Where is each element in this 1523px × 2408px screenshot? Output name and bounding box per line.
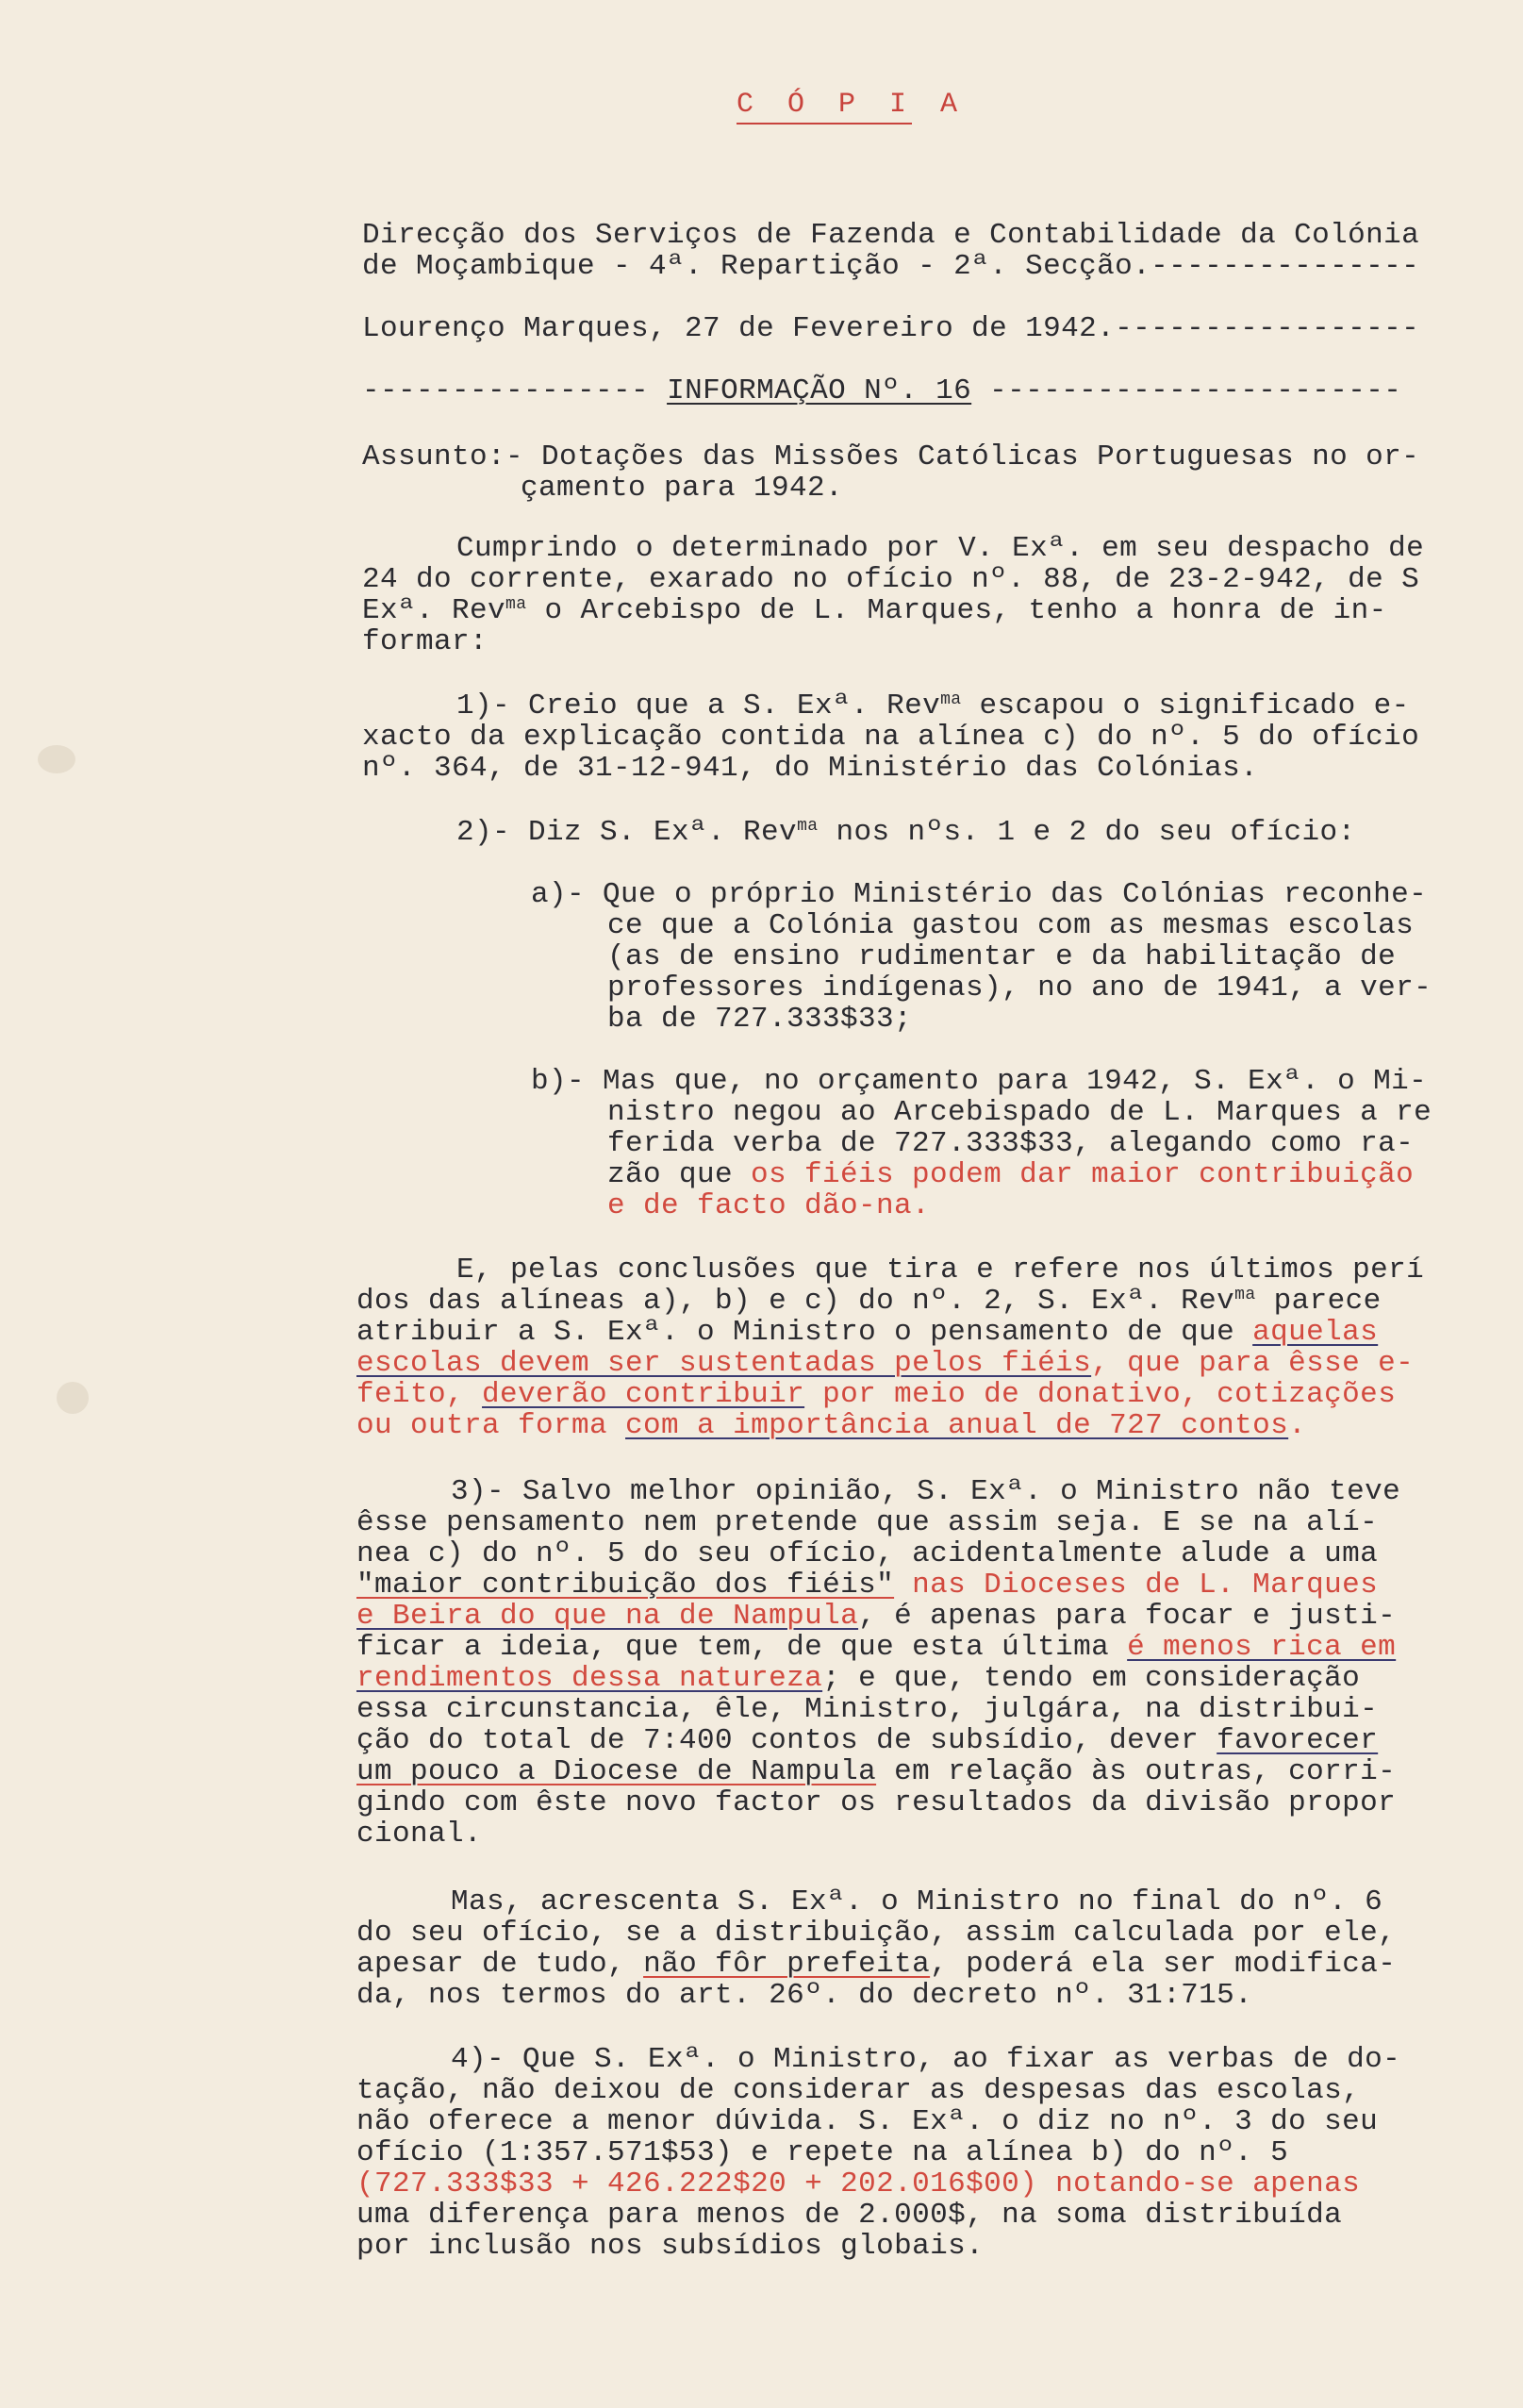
item-line: zão que os fiéis podem dar maior contribuição <box>607 1158 1415 1191</box>
paragraph-line: 4)- Que S. Exª. o Ministro, ao fixar as verbas de do- <box>451 2043 1401 2076</box>
paragraph-line: 3)- Salvo melhor opinião, S. Exª. o Ministro não teve <box>451 1475 1401 1508</box>
paragraph-line: não oferece a menor dúvida. S. Exª. o diz no nº. 3 do seu <box>356 2105 1379 2138</box>
paragraph-line: ou outra forma com a importância anual de 727 contos. <box>356 1409 1307 1442</box>
red-highlight: os fiéis podem dar maior contribuição <box>751 1158 1415 1191</box>
paragraph-line: xacto da explicação contida na alínea c) do nº. 5 do ofício <box>362 721 1420 754</box>
paragraph-line: 1)- Creio que a S. Exª. Rev$^{ma}$ escapou o significado e- <box>456 689 1410 722</box>
item-line: b)- Mas que, no orçamento para 1942, S. Exª. o Mi- <box>531 1065 1428 1098</box>
item-line: nistro negou ao Arcebispado de L. Marques a re <box>607 1096 1432 1129</box>
red-highlight: é menos rica em <box>1127 1631 1397 1664</box>
red-highlight: escolas devem ser sustentadas pelos fiéis <box>356 1347 1092 1380</box>
paragraph-line: cional. <box>356 1818 483 1851</box>
red-highlight: "maior contribuição dos fiéis" <box>356 1569 895 1602</box>
item-line: ce que a Colónia gastou com as mesmas escolas <box>607 909 1415 942</box>
paragraph-line: uma diferença para menos de 2.000$, na soma distribuída <box>356 2199 1343 2232</box>
place-date: Lourenço Marques, 27 de Fevereiro de 1942.----------------- <box>362 312 1420 345</box>
paragraph-line: 2)- Diz S. Exª. Rev$^{ma}$ nos nºs. 1 e 2 do seu ofício: <box>456 816 1356 849</box>
paragraph-line: ficar a ideia, que tem, de que esta última é menos rica em <box>356 1631 1397 1664</box>
paragraph-line: e Beira do que na de Nampula, é apenas para focar e justi- <box>356 1600 1397 1633</box>
paragraph-line: escolas devem ser sustentadas pelos fiéis, que para êsse e- <box>356 1347 1415 1380</box>
paragraph-line: Exª. Rev$^{ma}$ o Arcebispo de L. Marques, tenho a honra de in- <box>362 594 1387 627</box>
paragraph-line: ção do total de 7:400 contos de subsídio, dever favorecer <box>356 1724 1379 1757</box>
red-highlight: com a importância anual de 727 contos <box>625 1409 1289 1442</box>
paragraph-line: Mas, acrescenta S. Exª. o Ministro no final do nº. 6 <box>451 1885 1383 1918</box>
item-line: e de facto dão-na. <box>607 1189 931 1222</box>
item-line: a)- Que o próprio Ministério das Colónias reconhe- <box>531 878 1428 911</box>
item-line: ba de 727.333$33; <box>607 1003 913 1036</box>
info-heading: ---------------- INFORMAÇÃO Nº. 16 ----------------------- <box>362 374 1402 407</box>
paragraph-line: êsse pensamento nem pretende que assim seja. E se na alí- <box>356 1506 1379 1539</box>
paragraph-line: tação, não deixou de considerar as despesas das escolas, <box>356 2074 1361 2107</box>
paragraph-line: um pouco a Diocese de Nampula em relação às outras, corri- <box>356 1755 1397 1788</box>
paragraph-line: por inclusão nos subsídios globais. <box>356 2230 985 2263</box>
header-line: Direcção dos Serviços de Fazenda e Contabilidade da Colónia <box>362 219 1420 252</box>
red-highlight: deverão contribuir <box>482 1378 805 1411</box>
paragraph-line: 24 do corrente, exarado no ofício nº. 88, de 23-2-942, de S <box>362 563 1420 596</box>
paragraph-line: (727.333$33 + 426.222$20 + 202.016$00) notando-se apenas <box>356 2167 1361 2200</box>
red-highlight: rendimentos dessa natureza <box>356 1662 823 1695</box>
paper-stain <box>38 745 75 773</box>
paragraph-line: apesar de tudo, não fôr prefeita, poderá ela ser modifica- <box>356 1948 1397 1981</box>
paragraph-line: dos das alíneas a), b) e c) do nº. 2, S. Exª. Rev$^{ma}$ parece <box>356 1285 1382 1318</box>
red-underline: não fôr prefeita <box>643 1948 931 1981</box>
subject-line: Assunto:- Dotações das Missões Católicas Portuguesas no or- <box>362 440 1420 473</box>
paragraph-line: nº. 364, de 31-12-941, do Ministério das Colónias. <box>362 752 1259 785</box>
blue-underline: favorecer <box>1217 1724 1379 1757</box>
header-line: de Moçambique - 4ª. Repartição - 2ª. Secção.--------------- <box>362 250 1420 283</box>
subject-line: çamento para 1942. <box>521 472 844 505</box>
paragraph-line: gindo com êste novo factor os resultados da divisão propor <box>356 1786 1397 1819</box>
item-line: professores indígenas), no ano de 1941, a ver- <box>607 972 1432 1005</box>
document-title: C Ó P I A <box>737 89 967 121</box>
paragraph-line: feito, deverão contribuir por meio de donativo, cotizações <box>356 1378 1397 1411</box>
red-highlight: um pouco a Diocese de Nampula <box>356 1755 877 1788</box>
paper-stain <box>57 1382 89 1414</box>
paragraph-line: atribuir a S. Exª. o Ministro o pensamento de que aquelas <box>356 1316 1379 1349</box>
title-underline <box>737 123 912 125</box>
paragraph-line: da, nos termos do art. 26º. do decreto nº. 31:715. <box>356 1979 1253 2012</box>
item-line: (as de ensino rudimentar e da habilitação de <box>607 940 1397 973</box>
paragraph-line: Cumprindo o determinado por V. Exª. em seu despacho de <box>456 532 1425 565</box>
paragraph-line: rendimentos dessa natureza; e que, tendo em consideração <box>356 1662 1361 1695</box>
paragraph-line: E, pelas conclusões que tira e refere nos últimos perí <box>456 1254 1425 1287</box>
red-highlight: e Beira do que na de Nampula <box>356 1600 859 1633</box>
paragraph-line: "maior contribuição dos fiéis" nas Dioceses de L. Marques <box>356 1569 1379 1602</box>
paragraph-line: ofício (1:357.571$53) e repete na alínea b) do nº. 5 <box>356 2136 1289 2169</box>
info-heading-label: INFORMAÇÃO Nº. 16 <box>667 374 972 407</box>
paragraph-line: essa circunstancia, êle, Ministro, julgára, na distribui- <box>356 1693 1379 1726</box>
paragraph-line: do seu ofício, se a distribuição, assim calculada por ele, <box>356 1917 1397 1950</box>
red-highlight: aquelas <box>1252 1316 1379 1349</box>
item-line: ferida verba de 727.333$33, alegando como ra- <box>607 1127 1415 1160</box>
paragraph-line: nea c) do nº. 5 do seu ofício, acidentalmente alude a uma <box>356 1537 1379 1570</box>
paragraph-line: formar: <box>362 625 488 658</box>
